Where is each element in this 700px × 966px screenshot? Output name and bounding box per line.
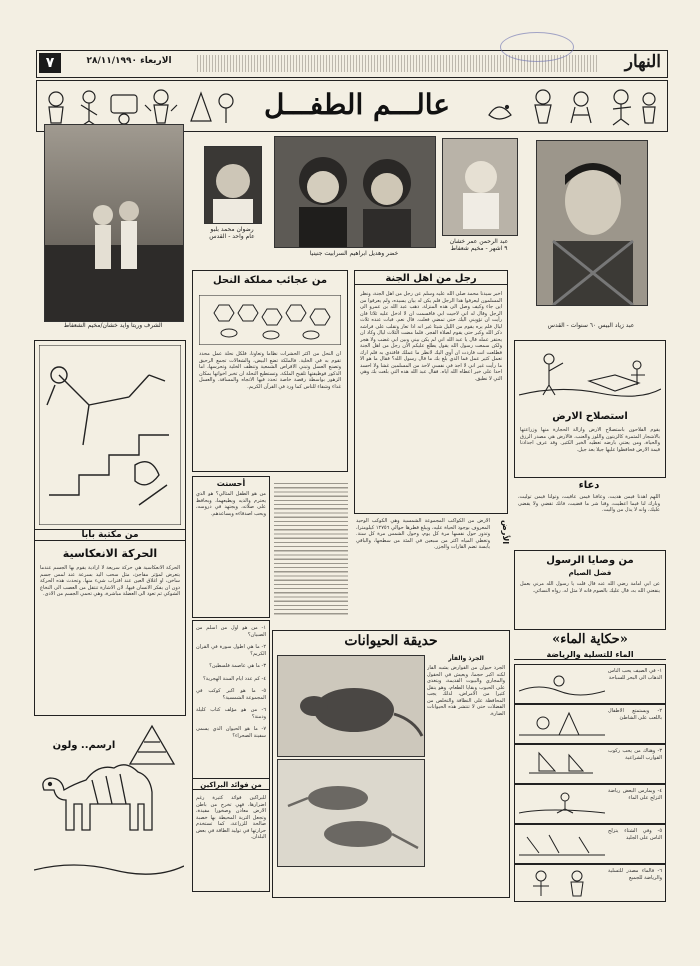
article-bees (192, 270, 348, 472)
prayer-body: اللهم اهدنا فيمن هديت، وعافنا فيمن عافيت، وتولنا فيمن توليت، وبارك لنا فيما اعطيت، وقنا شر ما قضيت، فانك تقضي ولا يقضى عليك، وانه لا يذل من واليت. (518, 494, 660, 513)
earth-title: الأرض (501, 520, 510, 545)
falling-man-cartoon (39, 345, 181, 525)
rat-photo-bottom (277, 759, 425, 867)
water-story-title: «حكاية الماء» (552, 632, 628, 647)
water-panel-text: ١- في الصيف يحب الناس الذهاب الى البحر للسباحة (608, 668, 662, 681)
caption-siblings: خضر وهديل ابراهيم السرابيت جنينيا (309, 250, 399, 257)
article-answer (192, 476, 270, 618)
caption-infant: عبد الرحمن عمر خشان ٩ اشهر - مخيم شعفاط (449, 238, 509, 252)
water-panel (514, 704, 666, 744)
children-cartoon-right-icon (485, 85, 661, 127)
volcanoes-body: للبراكين فوائد كثيرة رغم اضرارها، فهي تخرج من باطن الارض معادن وصخورا مفيدة، وتجعل التربة المحيطة بها خصبة صالحة للزراعة، كما تستخدم حرارتها في توليد الطاقة في بعض البلدان. (196, 795, 266, 840)
quiz-item: ٤- كم عدد ايام السنة الهجرية؟ (203, 675, 266, 682)
draw-and-colour (34, 720, 184, 910)
earth-body: الارض من الكواكب المجموعة الشمسية وهي الكوكب الوحيد المعروف بوجود الحياة عليه، ويبلغ قطرها حوالي ١٢٧٥٦ كيلومترا، وتدور حول نفسها مرة كل يوم، وحول الشمس مرة كل سنة. وتغطي المياه اكثر من سبعين في المئة من سطحها، والباقي يابسة تضم القارات والجزر. (356, 518, 490, 550)
quiz-item: ٧- ما هو الحيوان الذي يسمى سفينة الصحراء؟ (196, 726, 266, 739)
water-panel-text: ٥- وفي الشتاء يتزلج الناس على الجليد (608, 828, 662, 841)
babar-title: من مكتبة بابا (35, 529, 185, 541)
water-panel (514, 664, 666, 704)
paradise-man-title: رجل من اهل الجنة (355, 273, 507, 285)
volcanoes-title: من فوائد البراكين (193, 781, 269, 790)
beach-icon (519, 709, 605, 739)
article-earth (354, 516, 510, 624)
article-wisdom (514, 550, 666, 630)
article-paradise-man (354, 270, 508, 514)
land-body: يقوم الفلاحون باستصلاح الارض وازالة الحجارة منها وزراعتها بالاشجار المثمرة كالزيتون واللوز والعنب، فالارض هي مصدر الرزق والحياة، ومن يعتني بارضه تعطيه الخير الكثير. وقد عرف اجدادنا قيمة الارض فحافظوا عليها جيلا بعد جيل. (520, 427, 660, 453)
water-panel-text: ٤- ويمارس البعض رياضة التزلج على الماء (608, 788, 662, 801)
animals-body: الجرذ حيوان من القوارض يشبه الفأر لكنه اكبر حجما، ويعيش في الحقول والمجاري والبيوت القديمة، ويتغذى على الحبوب وبقايا الطعام، وهو ينقل كثيرا من الامراض، لذلك يجب المحافظة على النظافة والتخلص من الفضلات حتى لا تنتشر هذه الحيوانات الضارة. (427, 665, 505, 717)
bees-body: ان النحل من اكثر الحشرات نظاما وتعاونا، فلكل نحلة عمل محدد تقوم به في الخلية. فالملكة تضع البيض، والشغالات تجمع الرحيق وتصنع العسل وتبني الاقراص الشمعية وتنظف الخلية وتحرسها، اما الذكور فوظيفتها تلقيح الملكة. وتستطيع النحلة ان تخبر اخواتها بمكان الزهور بواسطة رقصة خاصة تحدد فيها الاتجاه والمسافة. والعسل غذاء وشفاء للناس كما ورد في القرآن الكريم. (199, 351, 341, 390)
photo-baby (204, 146, 262, 224)
farmers-illustration (519, 345, 661, 409)
answer-body: من هو الطفل المثالي؟ هو الذي يحترم والديه ويطيعهما، ويحافظ على صلاته، ويجتهد في دروسه، ويحب اصدقاءه ويساعدهم. (196, 491, 266, 517)
quiz-item: ٦- من هو مؤلف كتاب كليلة ودمنة؟ (196, 707, 266, 720)
water-panel (514, 824, 666, 864)
water-panel (514, 864, 666, 902)
photo-siblings (274, 136, 436, 248)
caption-twins: الشرف وريتا وايد خشان/مخيم الشعفاط (63, 322, 163, 329)
article-animals (272, 630, 510, 898)
bees-illustration (199, 295, 341, 345)
water-panel (514, 784, 666, 824)
article-babar (34, 340, 186, 716)
animals-title: حديقة الحيوانات (344, 633, 438, 649)
water-panel (514, 744, 666, 784)
page-number-box: ٧ (39, 53, 61, 73)
ice-skater-icon (519, 829, 605, 859)
camel-pyramid-drawing (34, 720, 184, 910)
masthead (36, 50, 668, 78)
bees-title: من عجائب مملكة النحل (212, 275, 328, 286)
rat-photo-top (277, 655, 425, 757)
wisdom-body: عن ابي امامة رضي الله عنه قال قلت يا رسول الله مرني بعمل ينفعني الله به، قال عليك بالصوم فانه لا مثل له. رواه النسائي. (520, 581, 660, 594)
quiz-item: ٢- ما هي اطول سورة في القرآن الكريم؟ (196, 644, 266, 657)
babar-subtitle: الحركة الانعكاسية (62, 547, 158, 560)
photo-infant (442, 138, 518, 236)
water-panel-text: ٣- وهناك من يحب ركوب القوارب الشراعية (608, 748, 662, 761)
land-title: استصلاح الارض (552, 411, 628, 422)
quiz-item: ٣- ما هي عاصمة فلسطين؟ (209, 663, 266, 669)
article-prayer (514, 480, 664, 546)
quiz-item: ٥- ما هو اكبر كوكب في المجموعة الشمسية؟ (196, 688, 266, 701)
answer-title: أحسنت (216, 479, 246, 488)
quiz-item: ١- من هو اول من اسلم من الصبيان؟ (196, 625, 266, 638)
caption-boy: عبد زياد البيس ٦٠ سنوات - القدس (547, 322, 635, 329)
newspaper-logo: النهار (624, 52, 661, 72)
quiz-list (196, 625, 266, 745)
children-cartoon-left-icon (41, 85, 241, 127)
filler-text-column (274, 480, 348, 616)
children-icon (519, 868, 605, 898)
wisdom-subtitle: فضل الصيام (568, 569, 612, 577)
banner-title: عالـــم الطفـــل (263, 88, 451, 121)
swimmer-icon (519, 669, 605, 699)
prayer-title: دعاء (578, 480, 600, 491)
water-story-subtitle: الماء للتسلية والرياضة (514, 650, 666, 660)
wisdom-title: من وصايا الرسول (546, 555, 634, 566)
photo-boy (536, 140, 648, 306)
photo-twins (44, 124, 184, 322)
issue-date: الاربعاء ٢٨/١١/١٩٩٠ (86, 56, 172, 66)
caption-baby: رضوان محمد بلبو عام واحد - القدس (209, 226, 255, 240)
waterski-icon (519, 789, 605, 819)
babar-body: الحركة الانعكاسية هي حركة سريعة لا ارادية يقوم بها الجسم عندما يتعرض لمؤثر مفاجئ، مثل سحب اليد بسرعة عند لمس جسم ساخن، او اغلاق العين عند اقتراب شيء منها. وتحدث هذه الحركة دون ان يفكر الانسان فيها، لان الاشارة تنتقل من العصب الى النخاع الشوكي ثم تعود الى العضلة مباشرة، وهي تحمي الجسم من الاذى. (40, 565, 180, 597)
article-water-story (514, 632, 666, 902)
water-panel-text: ٦- فالماء مصدر للتسلية والرياضة للجميع (608, 868, 662, 881)
water-panel-text: ٢- ويستمتع الاطفال باللعب على الشاطئ (608, 708, 662, 721)
library-stamp-icon (500, 32, 574, 62)
paradise-man-body: اخبر سيدنا محمد صلى الله عليه وسلم عن رجل من اهل الجنة، ونظر المسلمون ليعرفوا هذا الرجل فلم يكن له بيان يسيده، ولم يعرفوا من اين جاء وكيف وصل الى هذه المنزلة. ذهب عبد الله بن عمرو الى الرجل وقال له اني لاحيت ابي فاقسمت ان لا ادخل عليه ثلاثا فان رأيت ان تؤويني اليك حتى تمضي فعلت. قال نعم. فبات عنده ثلاث ليال فلم يره يقوم من الليل شيئا غير انه اذا تعار وتقلب على فراشه ذكر الله وكبر حتى يقوم لصلاة الفجر. فلما مضت الثلاث ليال وكاد ان يحتقر عمله قال يا عبد الله اني لم يكن بيني وبين ابي غضب ولا هجر ولكن سمعت رسول الله يقول يطلع عليكم الان رجل من اهل الجنة فطلعت انت فاردت ان آوي اليك لانظر ما عملك فاقتدي به فلم ارك تعمل كثير عمل فما الذي بلغ بك ما قال رسول الله؟ فقال ما هو الا ما رأيت غير اني لا اجد في نفسي لاحد من المسلمين غشا ولا احسد احدا على خير اعطاه الله اياه. فقال عبد الله هذه التي بلغت بك وهي التي لا نطيق. (360, 291, 502, 382)
animals-subtitle: الجرذ والفأر (448, 655, 484, 662)
article-land (514, 340, 666, 478)
draw-title: ارسم.. ولون (52, 740, 116, 751)
sailboat-icon (519, 749, 605, 779)
article-volcanoes (192, 778, 270, 892)
